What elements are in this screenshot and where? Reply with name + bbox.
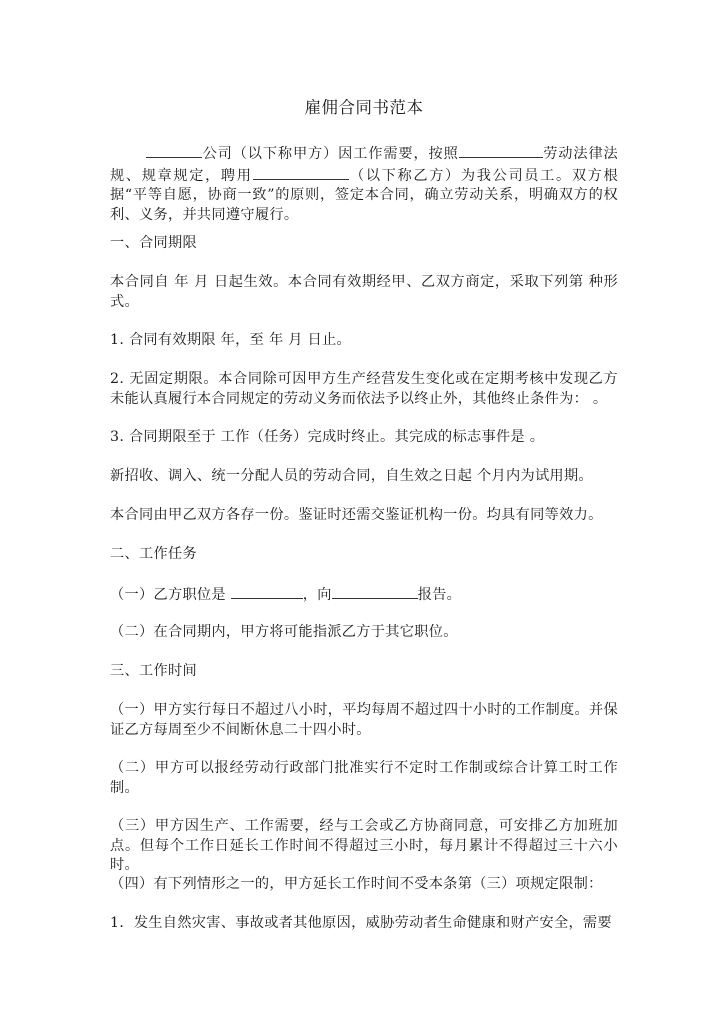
report-to-blank[interactable] [332,584,418,599]
paragraph: （三）甲方因生产、工作需要，经与工会或乙方协商同意，可安排乙方加班加点。但每个工作日延长工作时间不得超过三小时，每月累计不得超过三十六小时。 [110,818,618,873]
paragraph: （二）甲方可以报经劳动行政部门批准实行不定时工作制或综合计算工时工作制。 [110,760,618,796]
paragraph: 1. 合同有效期限 年，至 年 月 日止。 [110,332,352,348]
paragraph: （四）有下列情形之一的，甲方延长工作时间不受本条第（三）项规定限制： [110,876,603,892]
paragraph: 本合同自 年 月 日起生效。本合同有效期经甲、乙双方商定，采取下列第 种形式。 [110,274,618,310]
paragraph: 新招收、调入、统一分配人员的劳动合同，自生效之日起 个月内为试用期。 [110,468,593,484]
law-blank[interactable] [459,143,543,158]
intro-paragraph: 公司（以下称甲方）因工作需要，按照 劳动法律法规、规章规定，聘用 （以下称乙方）为我公司员工。双方根据“平等自愿，协商一致”的原则，签定本合同，确立劳动关系，明确双方的权利、义务，并共同遵守履行。 [110,143,618,225]
paragraph: 3. 合同期限至于 工作（任务）完成时终止。其完成的标志事件是 。 [110,429,545,445]
company-name-blank[interactable] [146,143,202,158]
paragraph: （一）甲方实行每日不超过八小时，平均每周不超过四十小时的工作制度。并保证乙方每周至少不间断休息二十四小时。 [110,702,618,738]
section-heading: 三、工作时间 [110,663,197,679]
paragraph: 2. 无固定期限。本合同除可因甲方生产经营发生变化或在定期考核中发现乙方未能认真履行本合同规定的劳动义务而依法予以终止外，其他终止条件为： 。 [110,371,618,407]
paragraph: （二）在合同期内，甲方将可能指派乙方于其它职位。 [110,624,458,640]
employee-name-blank[interactable] [253,165,349,180]
document-title: 雇佣合同书范本 [304,98,424,117]
section-heading: 一、合同期限 [110,235,197,251]
paragraph: 1．发生自然灾害、事故或者其他原因，威胁劳动者生命健康和财产安全，需要 [110,915,612,931]
position-blank[interactable] [231,584,303,599]
section-heading: 二、工作任务 [110,546,197,562]
task-paragraph: （一）乙方职位是 ，向 报告。 [110,584,618,606]
paragraph: 本合同由甲乙双方各存一份。鉴证时还需交鉴证机构一份。均具有同等效力。 [110,507,603,523]
